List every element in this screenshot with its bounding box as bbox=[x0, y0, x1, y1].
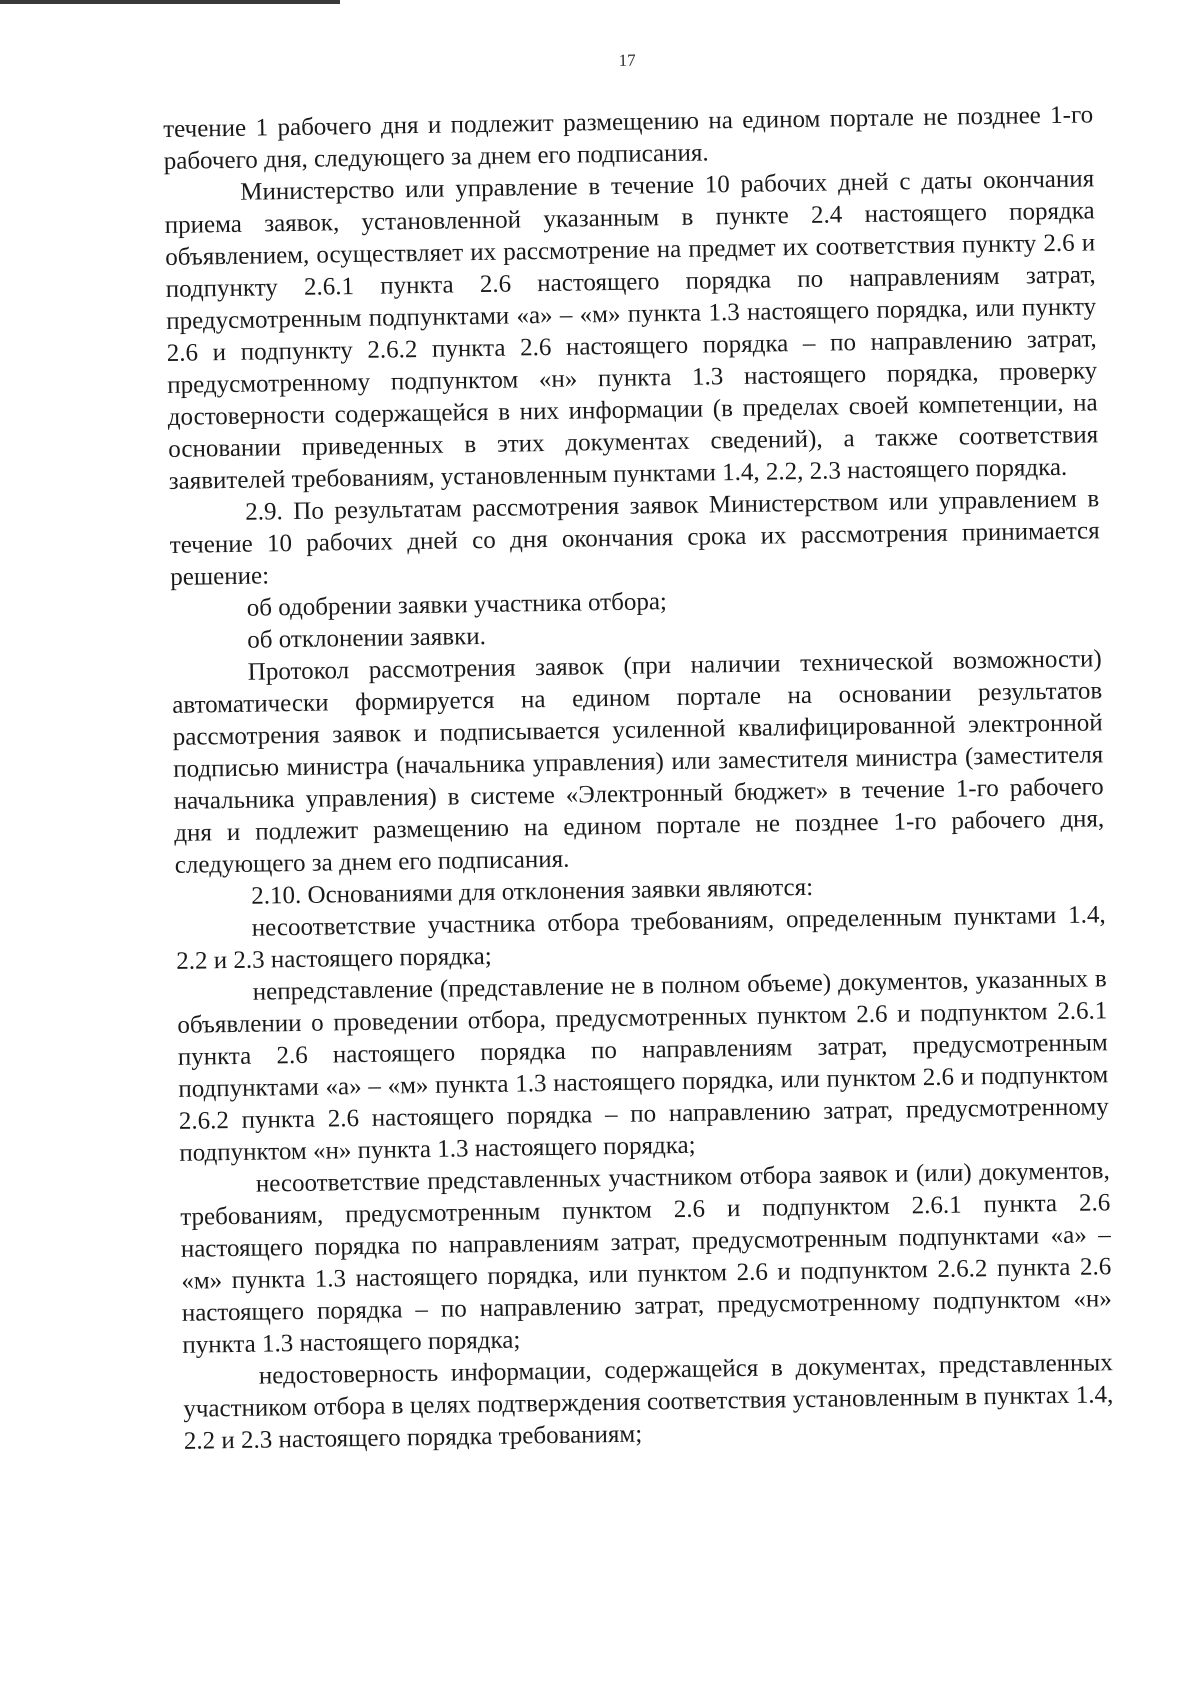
paragraph: Министерство или управление в течение 10 рабочих дней с даты окончания приема заявок, установленной указанным в пункте 2.4 настоящего порядка объявлением, осуществляет их рассмотрение на предмет их соответствия пункту 2.6 и подпункту 2.6.1 пункта 2.6 настоящего порядка по направлениям затрат, предусмотренным подпунктами «а» – «м» пункта 1.3 настоящего порядка, или пункту 2.6 и подпункту 2.6.2 пункта 2.6 настоящего порядка – по направлению затрат, предусмотренному подпунктом «н» пункта 1.3 настоящего порядка, проверку достоверности содержащейся в них информации (в пределах своей компетенции, на основании приведенных в этих документах сведений), а также соответствия заявителей требованиям, установленным пунктами 1.4, 2.2, 2.3 настоящего порядка. bbox=[164, 165, 1099, 495]
document-body bbox=[163, 99, 1114, 1457]
paragraph: 2.9. По результатам рассмотрения заявок Министерством или управлением в течение 10 рабочих дней со дня окончания срока их рассмотрения принимается решение: bbox=[169, 485, 1100, 591]
paragraph: несоответствие представленных участником отбора заявок и (или) документов, требованиям, предусмотренным пунктом 2.6 и подпунктом 2.6.1 пункта 2.6 настоящего порядка по направлениям затрат, предусмотренным подпунктами «а» – «м» пункта 1.3 настоящего порядка, или пунктом 2.6 и подпунктом 2.6.2 пункта 2.6 настоящего порядка – по направлению затрат, предусмотренному подпунктом «н» пункта 1.3 настоящего порядка; bbox=[180, 1157, 1112, 1359]
paragraph: несоответствие участника отбора требованиям, определенным пунктами 1.4, 2.2 и 2.3 настоящего порядка; bbox=[176, 901, 1106, 975]
paragraph: недостоверность информации, содержащейся в документах, представленных участником отбора в целях подтверждения соответствия установленным в пунктах 1.4, 2.2 и 2.3 настоящего порядка требованиям; bbox=[183, 1349, 1114, 1455]
document-page bbox=[162, 35, 1114, 1457]
paragraph: течение 1 рабочего дня и подлежит размещению на едином портале не позднее 1-го рабочего дня, следующего за днем его подписания. bbox=[163, 101, 1094, 175]
paragraph: Протокол рассмотрения заявок (при наличии технической возможности) автоматически формируется на едином портале на основании результатов рассмотрения заявок и подписывается усиленной квалифицированной электронной подписью министра (начальника управления) или заместителя министра (заместителя начальника управления) в системе «Электронный бюджет» в течение 1-го рабочего дня и подлежит размещению на едином портале не позднее 1-го рабочего дня, следующего за днем его подписания. bbox=[172, 645, 1105, 879]
paragraph: об одобрении заявки участника отбора; bbox=[246, 588, 668, 622]
page-number: 17 bbox=[618, 50, 636, 70]
paragraph: 2.10. Основаниями для отклонения заявки являются: bbox=[251, 873, 814, 910]
scan-edge-line bbox=[0, 0, 340, 4]
paragraph: об отклонении заявки. bbox=[247, 622, 487, 654]
paragraph: непредставление (представление не в полном объеме) документов, указанных в объявлении о проведении отбора, предусмотренных пунктом 2.6 и подпунктом 2.6.1 пункта 2.6 настоящего порядка по направлениям затрат, предусмотренным подпунктами «а» – «м» пункта 1.3 настоящего порядка, или пунктом 2.6 и подпунктом 2.6.2 пункта 2.6 настоящего порядка – по направлению затрат, предусмотренному подпунктом «н» пункта 1.3 настоящего порядка; bbox=[177, 965, 1109, 1167]
